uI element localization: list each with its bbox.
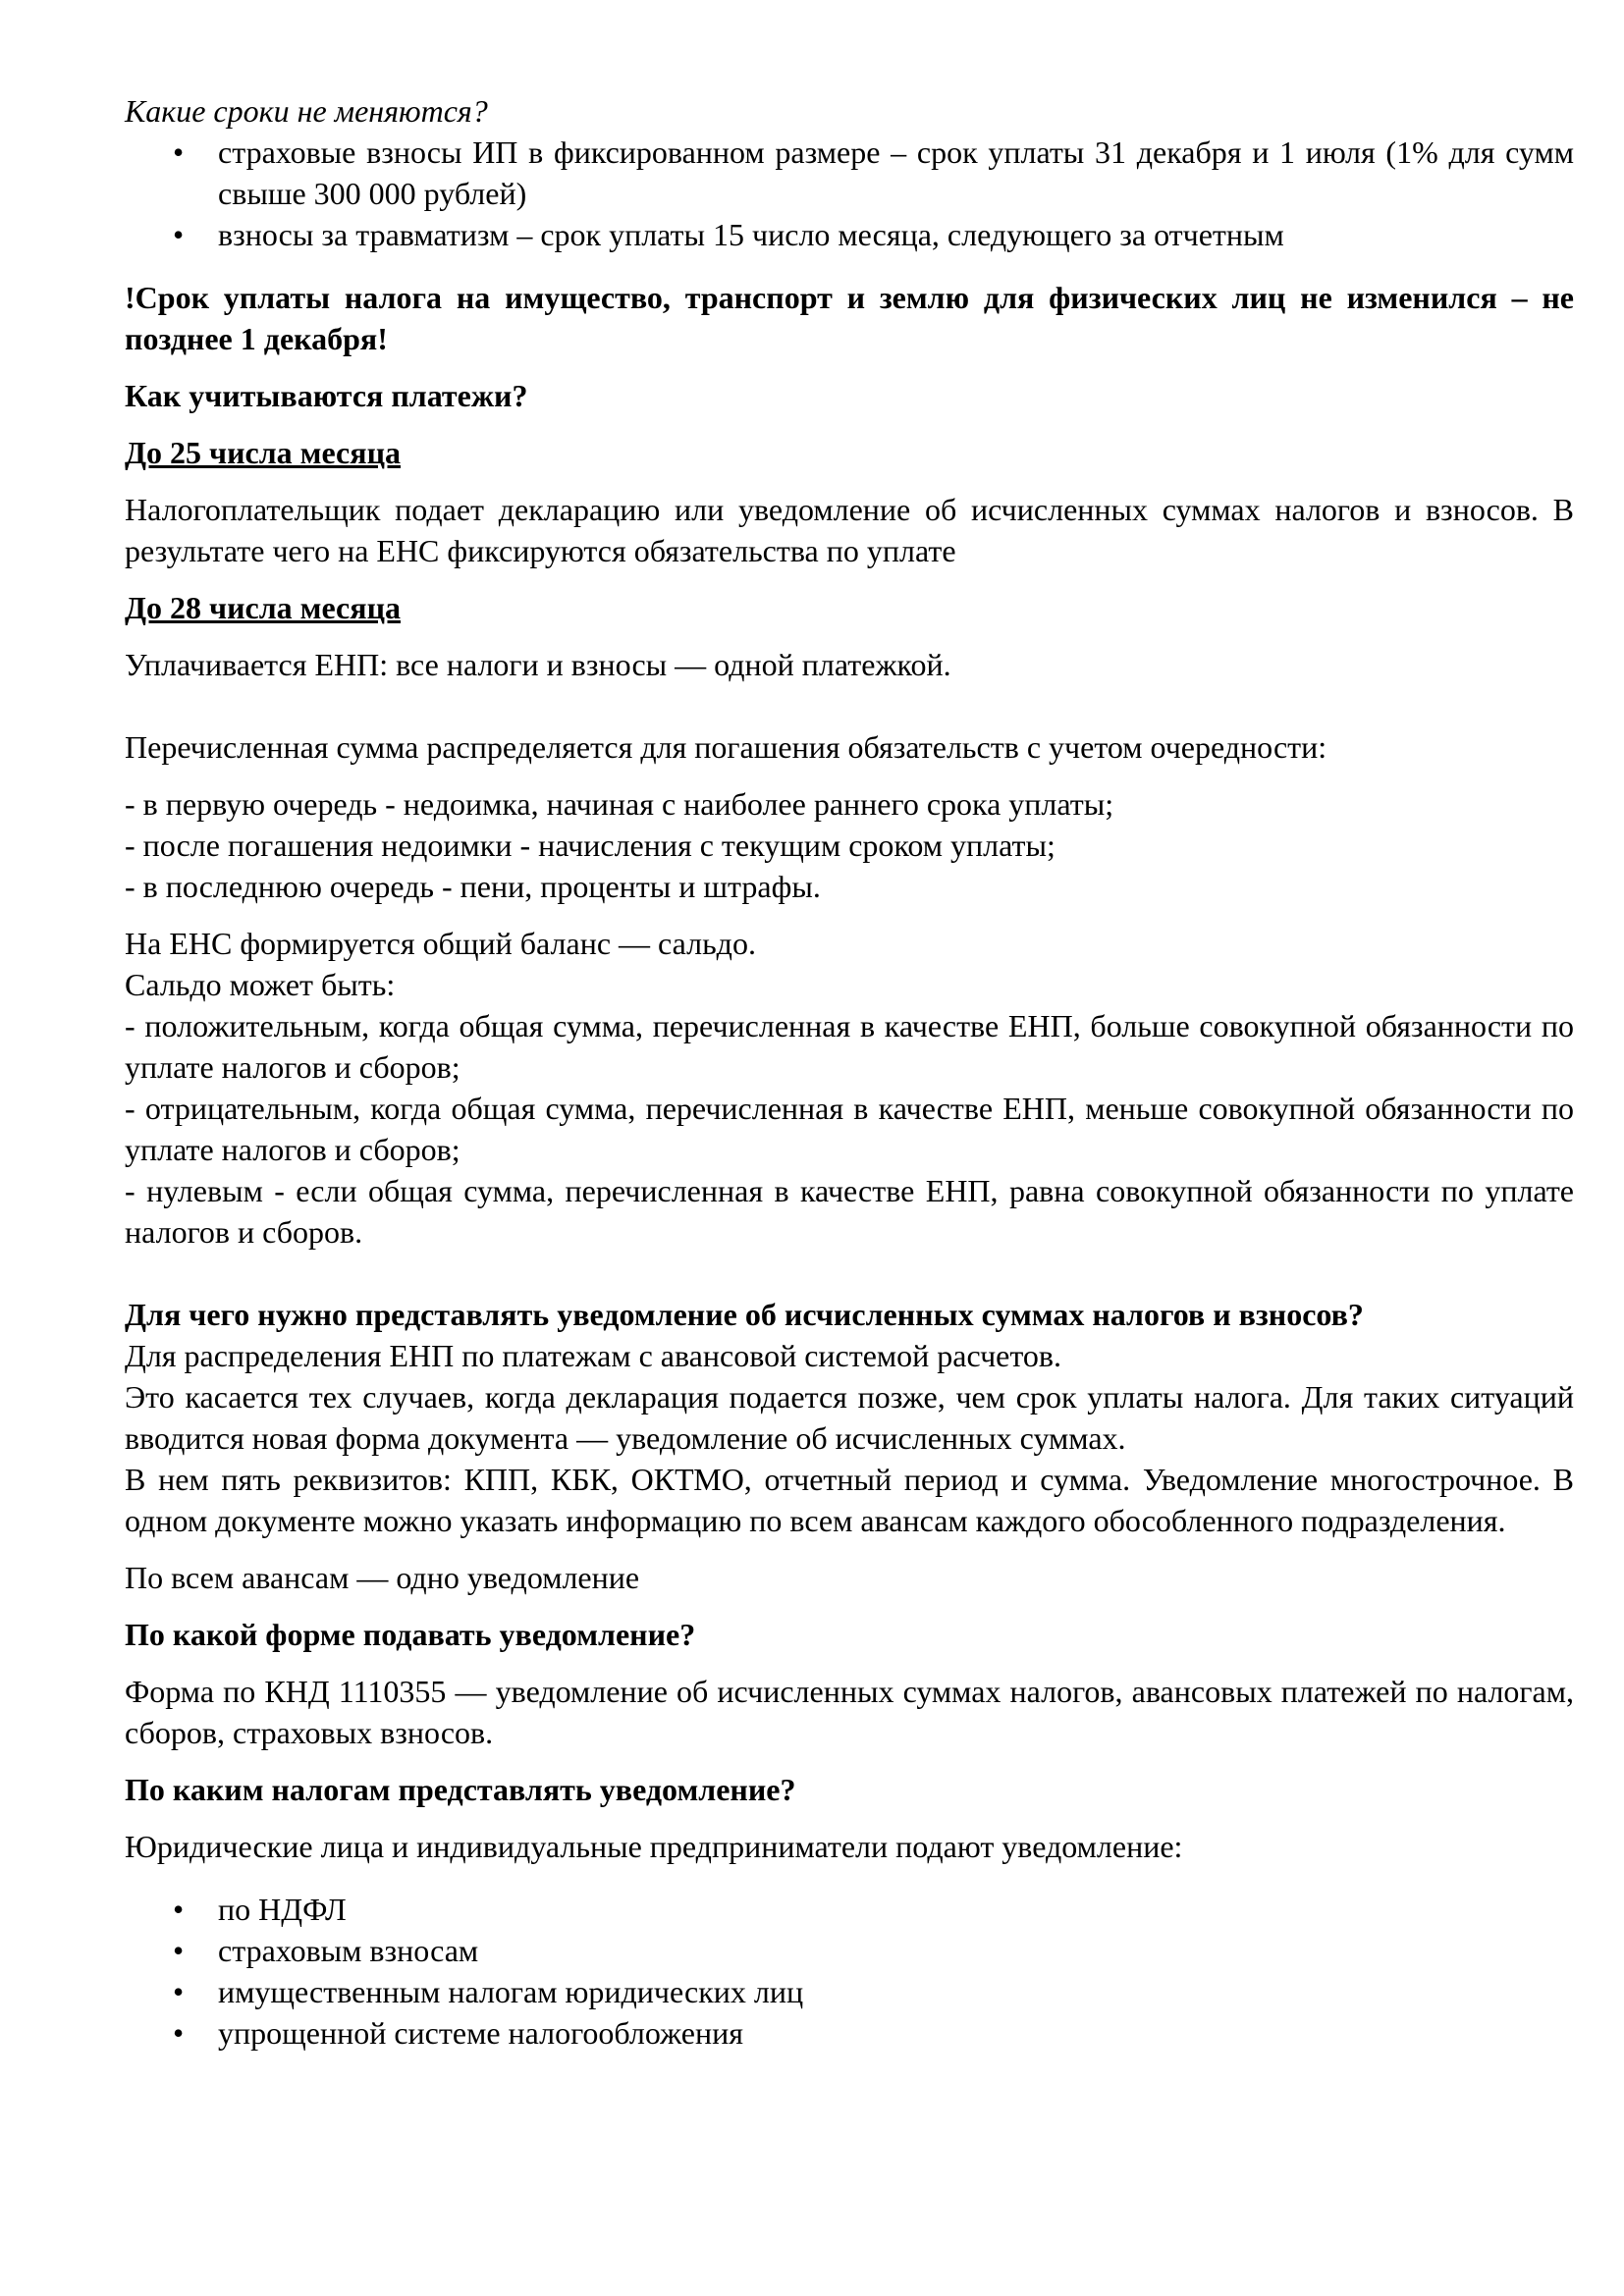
subheading-before-25th: До 25 числа месяца bbox=[125, 435, 401, 470]
list-item: - в последнюю очередь - пени, проценты и штрафы. bbox=[125, 869, 821, 904]
list-item: • страховые взносы ИП в фиксированном размере – срок уплаты 31 декабря и 1 июля (1% для сумм свыше 300 000 рублей) bbox=[125, 132, 1574, 214]
section-heading-notification: Для чего нужно представлять уведомление об исчисленных суммах налогов и взносов? bbox=[125, 1297, 1364, 1332]
list-item: • по НДФЛ bbox=[125, 1889, 1574, 1930]
list-item: - нулевым - если общая сумма, перечисленная в качестве ЕНП, равна совокупной обязанности по уплате налогов и сборов. bbox=[125, 1173, 1574, 1250]
notification-requisites: В нем пять реквизитов: КПП, КБК, ОКТМО, отчетный период и сумма. Уведомление многострочное. В одном документе можно указать информацию по всем авансам каждого обособленного подразделения. bbox=[125, 1462, 1574, 1538]
balance-types-label: Сальдо может быть: bbox=[125, 967, 396, 1002]
form-paragraph: Форма по КНД 1110355 — уведомление об исчисленных суммах налогов, авансовых платежей по налогам, сборов, страховых взносов. bbox=[125, 1674, 1574, 1750]
section-heading-unchanged-deadlines: Какие сроки не меняются? bbox=[125, 93, 488, 129]
list-item: - положительным, когда общая сумма, перечисленная в качестве ЕНП, больше совокупной обязанности по уплате налогов и сборов; bbox=[125, 1008, 1574, 1085]
balance-block bbox=[125, 923, 1574, 1253]
payment-order-list bbox=[125, 783, 1574, 907]
notification-cases: Это касается тех случаев, когда декларация подается позже, чем срок уплаты налога. Для таких ситуаций вводится новая форма документа — уведомление об исчисленных суммах. bbox=[125, 1379, 1574, 1456]
paragraph-before-25th: Налогоплательщик подает декларацию или уведомление об исчисленных суммах налогов и взносов. В результате чего на ЕНС фиксируются обязательства по уплате bbox=[125, 492, 1574, 568]
list-item: - после погашения недоимки - начисления с текущим сроком уплаты; bbox=[125, 828, 1056, 863]
list-item: • взносы за травматизм – срок уплаты 15 число месяца, следующего за отчетным bbox=[125, 214, 1574, 255]
taxes-intro: Юридические лица и индивидуальные предприниматели подают уведомление: bbox=[125, 1829, 1183, 1864]
section-heading-payments: Как учитываются платежи? bbox=[125, 378, 528, 413]
paragraph-before-28th: Уплачивается ЕНП: все налоги и взносы — одной платежкой. bbox=[125, 647, 951, 682]
list-item: - в первую очередь - недоимка, начиная с наиболее раннего срока уплаты; bbox=[125, 786, 1114, 822]
notification-block bbox=[125, 1294, 1574, 1541]
payment-order-intro: Перечисленная сумма распределяется для погашения обязательств с учетом очередности: bbox=[125, 729, 1327, 765]
balance-intro: На ЕНС формируется общий баланс — сальдо. bbox=[125, 926, 756, 961]
notification-single: По всем авансам — одно уведомление bbox=[125, 1560, 640, 1595]
list-item: • упрощенной системе налогообложения bbox=[125, 2012, 1574, 2054]
subheading-before-28th: До 28 числа месяца bbox=[125, 590, 401, 625]
property-tax-notice: !Срок уплаты налога на имущество, транспорт и землю для физических лиц не изменился – не позднее 1 декабря! bbox=[125, 280, 1574, 356]
list-item: - отрицательным, когда общая сумма, перечисленная в качестве ЕНП, меньше совокупной обязанности по уплате налогов и сборов; bbox=[125, 1091, 1574, 1167]
list-item: • имущественным налогам юридических лиц bbox=[125, 1971, 1574, 2012]
section-heading-taxes: По каким налогам представлять уведомление? bbox=[125, 1772, 796, 1807]
list-item: • страховым взносам bbox=[125, 1930, 1574, 1971]
taxes-list bbox=[125, 1889, 1574, 2054]
unchanged-deadlines-list bbox=[125, 132, 1574, 255]
section-heading-form: По какой форме подавать уведомление? bbox=[125, 1617, 696, 1652]
document-page bbox=[125, 90, 1574, 2054]
notification-purpose: Для распределения ЕНП по платежам с авансовой системой расчетов. bbox=[125, 1338, 1062, 1373]
